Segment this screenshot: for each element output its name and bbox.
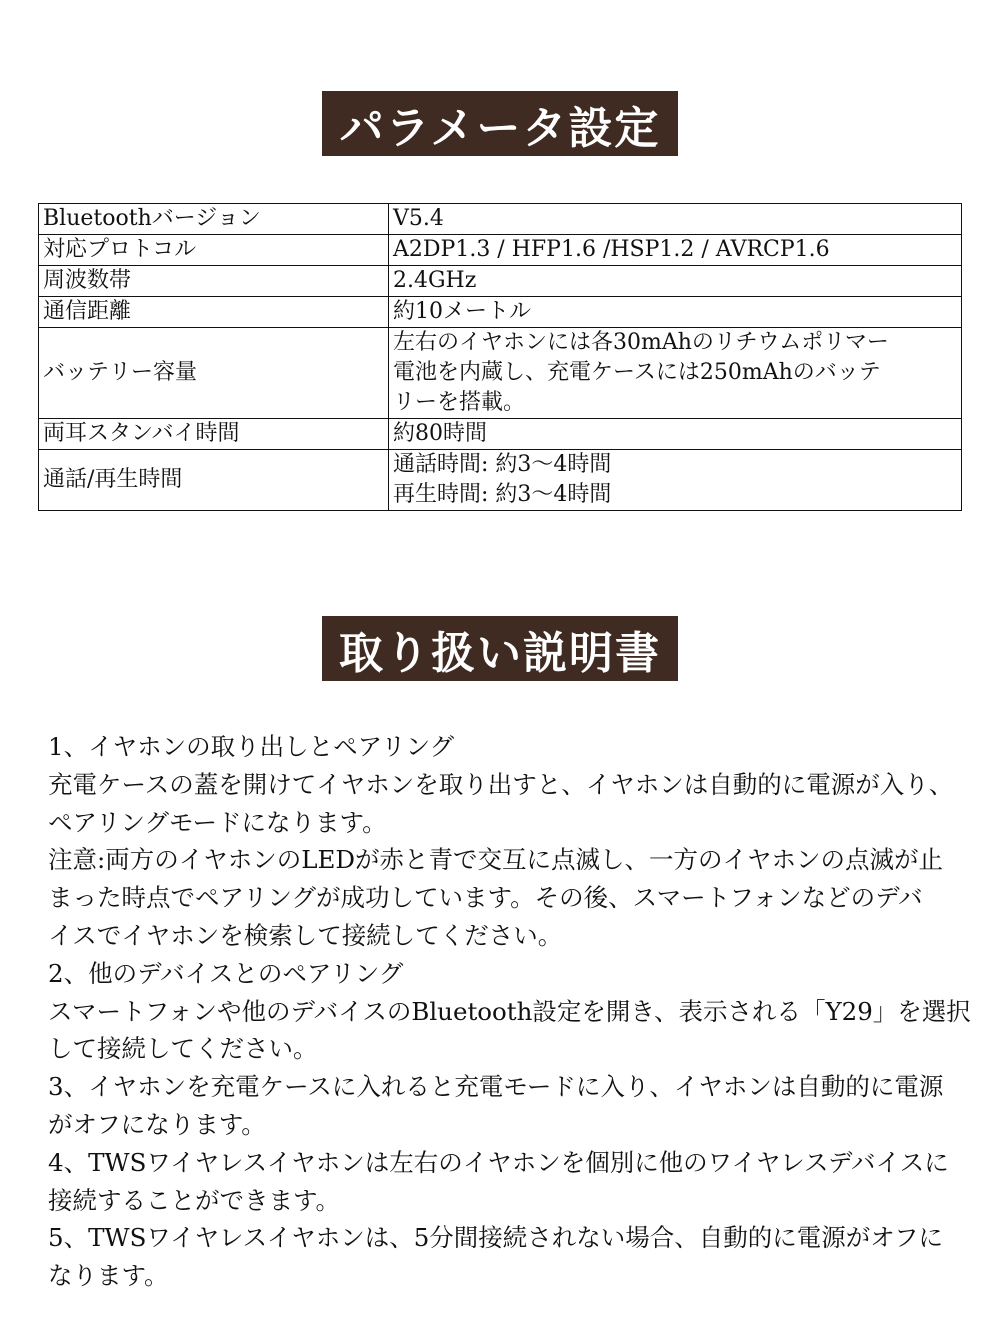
spec-label: 両耳スタンバイ時間 [39, 419, 389, 450]
spec-row [39, 450, 962, 511]
spec-value [389, 450, 962, 511]
manual-line: なります。 [48, 1261, 169, 1291]
spec-value [389, 419, 962, 450]
manual-line: 接続することができます。 [48, 1185, 341, 1215]
spec-label: 通信距離 [39, 297, 389, 328]
spec-label: バッテリー容量 [39, 328, 389, 419]
spec-label: Bluetoothバージョン [39, 204, 389, 235]
parameter-settings-title: パラメータ設定 [339, 102, 661, 154]
spec-row [39, 328, 962, 419]
spec-label: 通話/再生時間 [39, 450, 389, 511]
spec-row [39, 419, 962, 450]
spec-value-line: A2DP1.3 / HFP1.6 /HSP1.2 / AVRCP1.6 [393, 237, 830, 262]
manual-line: 1、イヤホンの取り出しとペアリング [48, 732, 455, 761]
spec-value [389, 204, 962, 235]
spec-value-line: 約10メートル [393, 299, 531, 324]
parameter-settings-banner [322, 91, 678, 156]
manual-line: イスでイヤホンを検索して接続してください。 [48, 920, 563, 950]
manual-line: 充電ケースの蓋を開けてイヤホンを取り出すと、イヤホンは自動的に電源が入り、 [48, 769, 954, 799]
instruction-manual-banner [322, 616, 678, 681]
manual-text [48, 728, 971, 1295]
manual-line: 2、他のデバイスとのペアリング [48, 958, 404, 988]
spec-value [389, 328, 962, 419]
spec-row [39, 266, 962, 297]
spec-value-line: リーを搭載。 [393, 390, 526, 415]
manual-line: まった時点でペアリングが成功しています。その後、スマートフォンなどのデバ [48, 883, 923, 913]
manual-line: 注意:両方のイヤホンのLEDが赤と青で交互に点滅し、一方のイヤホンの点滅が止 [48, 845, 944, 875]
spec-value-line: 約80時間 [393, 421, 487, 446]
spec-value [389, 266, 962, 297]
spec-label: 対応プロトコル [39, 235, 389, 266]
spec-row [39, 204, 962, 235]
spec-value-line: 2.4GHz [393, 268, 477, 293]
spec-value-line: 電池を内蔵し、充電ケースには250mAhのバッテ [393, 360, 881, 385]
spec-value-line: 通話時間: 約3～4時間 [393, 452, 612, 477]
manual-line: 5、TWSワイヤレスイヤホンは、5分間接続されない場合、自動的に電源がオフに [48, 1223, 944, 1253]
spec-value-line: V5.4 [393, 206, 444, 231]
manual-line: がオフになります。 [48, 1109, 266, 1139]
manual-line: 4、TWSワイヤレスイヤホンは左右のイヤホンを個別に他のワイヤレスデバイスに [48, 1147, 949, 1177]
spec-row [39, 297, 962, 328]
manual-line: スマートフォンや他のデバイスのBluetooth設定を開き、表示される「Y29」を選択 [48, 996, 971, 1026]
manual-line: ペアリングモードになります。 [48, 807, 387, 837]
instruction-manual-title: 取り扱い説明書 [339, 627, 661, 679]
spec-table [38, 203, 962, 511]
spec-label: 周波数帯 [39, 266, 389, 297]
spec-value [389, 297, 962, 328]
manual-line: して接続してください。 [48, 1034, 318, 1064]
spec-value-line: 再生時間: 約3～4時間 [393, 482, 612, 507]
spec-value-line: 左右のイヤホンには各30mAhのリチウムポリマー [393, 330, 889, 355]
manual-line: 3、イヤホンを充電ケースに入れると充電モードに入り、イヤホンは自動的に電源 [48, 1072, 944, 1102]
spec-row [39, 235, 962, 266]
spec-value [389, 235, 962, 266]
